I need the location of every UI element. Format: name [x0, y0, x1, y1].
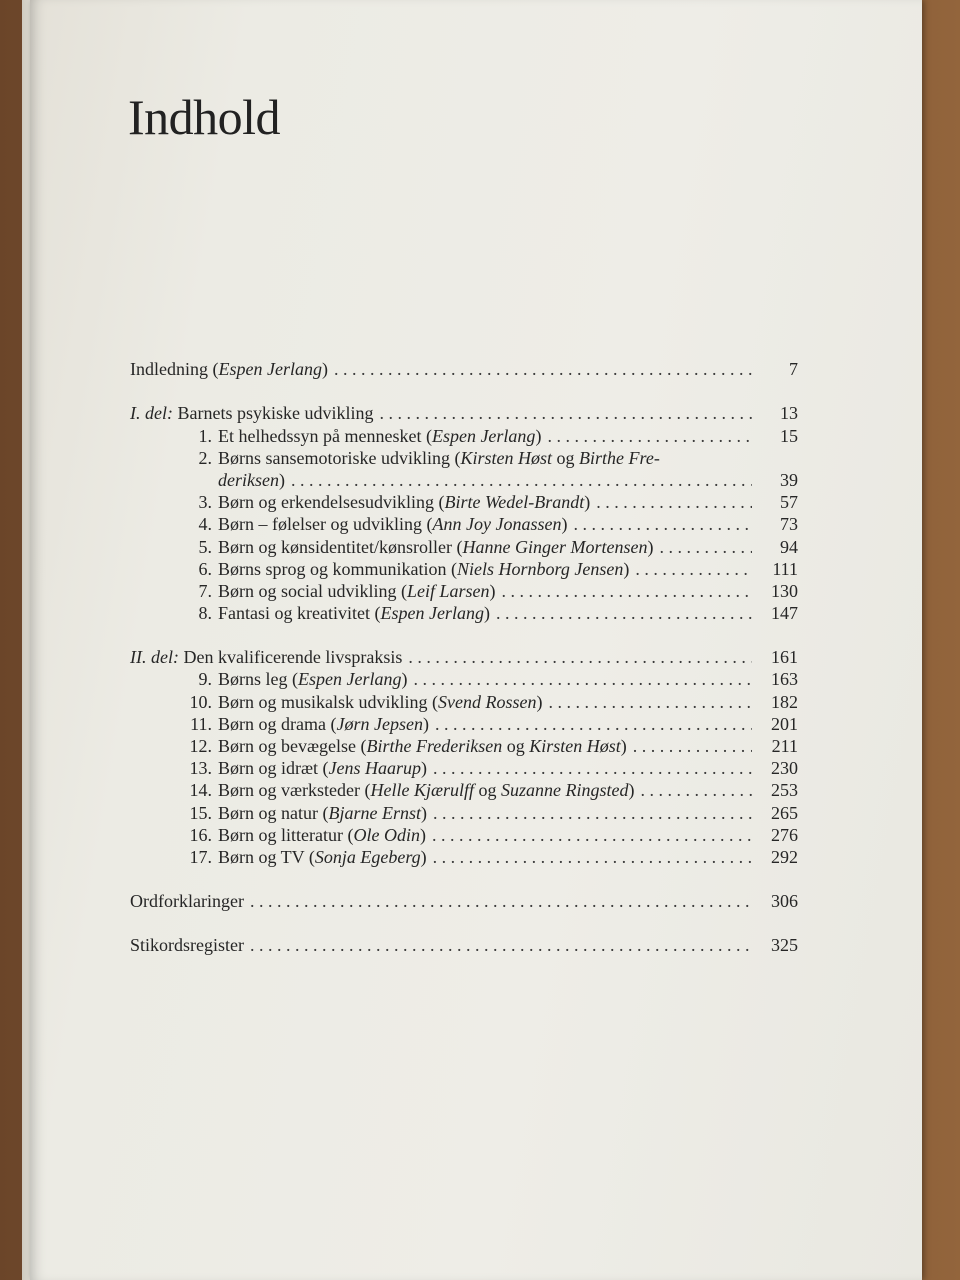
page-number: 161 — [771, 647, 798, 668]
entry-title: Børn og litteratur — [218, 824, 343, 845]
entry-title: Børn og TV — [218, 846, 305, 867]
entry-author: Espen Jerlang — [298, 669, 402, 690]
toc-part-2 — [130, 646, 798, 668]
table-of-contents — [130, 358, 798, 956]
toc-entry-index — [130, 934, 798, 956]
part-label: II. del: — [130, 647, 179, 668]
page-number: 111 — [772, 558, 798, 579]
toc-entry: 13. Børn og idræt (Jens Haarup) . . . 230 — [130, 757, 798, 779]
entry-author: Suzanne Ringsted — [500, 780, 629, 801]
part-label: I. del: — [130, 403, 173, 424]
entry-author: deriksen — [218, 469, 279, 490]
entry-author: Bjarne Ernst — [328, 802, 421, 823]
page-number: 182 — [771, 691, 798, 712]
toc-entry-intro: Indledning (Espen Jerlang) . . . 7 — [130, 358, 798, 380]
toc-entry: 4. Børn – følelser og udvikling (Ann Joy Jonassen) . . . 73 — [130, 513, 798, 535]
part-title: Barnets psykiske udvikling — [177, 403, 374, 424]
dot-leader — [291, 469, 752, 491]
entry-author: Hanne Ginger Mortensen — [462, 536, 648, 557]
page-number: 211 — [771, 736, 798, 756]
chapter-number: 7. — [198, 580, 212, 601]
toc-entry: 16. Børn og litteratur (Ole Odin) . . . 276 — [130, 824, 798, 846]
page-number: 163 — [771, 669, 798, 690]
page-number: 265 — [771, 802, 798, 823]
entry-title: Børn og idræt — [218, 758, 319, 779]
dot-leader — [640, 779, 752, 801]
part-title: Den kvalificerende livspraksis — [183, 647, 403, 668]
page-number: 57 — [780, 492, 798, 513]
entry-title: Stikordsregister — [130, 935, 244, 956]
entry-author: Espen Jerlang — [380, 603, 484, 624]
entry-title: Børn og musikalsk udvikling — [218, 691, 428, 712]
dot-leader — [379, 402, 752, 424]
entry-title: Børn og social udvikling — [218, 580, 397, 601]
entry-title: Børn og erkendelsesudvikling — [218, 492, 434, 513]
toc-entry: 3. Børn og erkendelsesudvikling (Birte Wedel-Brandt) . . . 57 — [130, 491, 798, 513]
entry-title: Børn og bevægelse — [218, 736, 356, 756]
dot-leader — [408, 646, 752, 668]
dot-leader — [433, 846, 752, 868]
dot-leader — [413, 668, 752, 690]
entry-title: Et helhedssyn på mennesket — [218, 425, 422, 446]
chapter-number: 11. — [190, 713, 212, 734]
entry-author: Birte Wedel-Brandt — [444, 492, 585, 513]
dot-leader — [596, 491, 752, 513]
entry-author: Kirsten Høst — [529, 736, 621, 756]
dot-leader — [250, 934, 752, 956]
chapter-number: 4. — [198, 514, 212, 535]
entry-title: Fantasi og kreativitet — [218, 603, 370, 624]
chapter-number: 8. — [198, 603, 212, 624]
entry-author: Espen Jerlang — [218, 359, 322, 380]
entry-author: Helle Kjærulff — [370, 780, 474, 801]
page-number: 13 — [780, 403, 798, 424]
page-number: 94 — [780, 536, 798, 557]
chapter-number: 15. — [189, 802, 212, 823]
entry-title: Børn og drama — [218, 713, 326, 734]
toc-part-1 — [130, 402, 798, 424]
toc-entry: 2. Børns sansemotoriske udvikling (Kirsten Høst og Birthe Fre- — [130, 447, 798, 469]
entry-title: Børns sansemotoriske udvikling — [218, 447, 450, 468]
entry-title: Børn og værksteder — [218, 780, 360, 801]
entry-author: Espen Jerlang — [431, 425, 536, 446]
entry-title: Børns leg — [218, 669, 288, 690]
toc-entry: 12. Børn og bevægelse (Birthe Frederiksen og Kirsten Høst) . . . 211 — [130, 735, 798, 757]
dot-leader — [334, 358, 752, 380]
dot-leader — [435, 713, 752, 735]
page-number: 306 — [771, 891, 798, 912]
page-number: 73 — [780, 514, 798, 535]
dot-leader — [547, 425, 752, 447]
toc-entry: 8. Fantasi og kreativitet (Espen Jerlang) . . . 147 — [130, 602, 798, 624]
entry-title: Indledning — [130, 359, 208, 380]
author-joiner: og — [506, 736, 525, 756]
dot-leader — [502, 580, 752, 602]
entry-author: Ann Joy Jonassen — [432, 514, 562, 535]
toc-entry: 10. Børn og musikalsk udvikling (Svend Rossen) . . . 182 — [130, 690, 798, 712]
chapter-number: 16. — [189, 824, 212, 845]
toc-entry: 14. Børn og værksteder (Helle Kjærulff og Suzanne Ringsted) . . . 253 — [130, 779, 798, 801]
dot-leader — [635, 558, 752, 580]
entry-author: Svend Rossen — [438, 691, 537, 712]
chapter-number: 5. — [198, 536, 212, 557]
dot-leader — [250, 890, 752, 912]
chapter-number: 10. — [189, 691, 212, 712]
toc-entry-glossary — [130, 890, 798, 912]
chapter-number: 9. — [198, 669, 212, 690]
entry-author: Jørn Jepsen — [336, 713, 423, 734]
page-number: 292 — [771, 846, 798, 867]
chapter-number: 14. — [189, 780, 212, 801]
entry-author: Ole Odin — [353, 824, 420, 845]
chapter-number: 3. — [198, 492, 212, 513]
toc-entry: 1. Et helhedssyn på mennesket (Espen Jerlang) . . . 15 — [130, 424, 798, 446]
dot-leader — [433, 757, 752, 779]
dot-leader — [549, 691, 753, 713]
chapter-number: 17. — [189, 846, 212, 867]
toc-entry-continuation: deriksen) . . . 39 — [130, 469, 798, 491]
entry-title: Ordforklaringer — [130, 891, 244, 912]
dot-leader — [432, 824, 752, 846]
entry-author: Kirsten Høst — [460, 447, 553, 468]
toc-entry: 11. Børn og drama (Jørn Jepsen) . . . 201 — [130, 713, 798, 735]
page-number: 325 — [771, 935, 798, 956]
toc-entry: 15. Børn og natur (Bjarne Ernst) . . . 265 — [130, 801, 798, 823]
chapter-number: 1. — [198, 425, 212, 446]
entry-title: Børn og natur — [218, 802, 318, 823]
page-number: 253 — [771, 780, 798, 801]
page-number: 147 — [771, 603, 798, 624]
entry-author: Niels Hornborg Jensen — [457, 558, 624, 579]
entry-author: Birthe Fre- — [579, 447, 660, 468]
page-number: 15 — [780, 425, 798, 446]
page-number: 130 — [771, 580, 798, 601]
chapter-number: 2. — [198, 447, 212, 468]
chapter-number: 12. — [189, 736, 212, 756]
entry-title: Børns sprog og kommunikation — [218, 558, 447, 579]
page-number: 230 — [771, 758, 798, 779]
dot-leader — [659, 536, 752, 558]
dot-leader — [496, 602, 752, 624]
entry-title: Børn – følelser og udvikling — [218, 514, 422, 535]
dot-leader — [573, 513, 752, 535]
entry-author: Sonja Egeberg — [314, 846, 421, 867]
toc-entry: 17. Børn og TV (Sonja Egeberg) . . . 292 — [130, 846, 798, 868]
page-number: 39 — [780, 469, 798, 490]
toc-entry: 7. Børn og social udvikling (Leif Larsen) . . . 130 — [130, 580, 798, 602]
entry-author: Jens Haarup — [328, 758, 422, 779]
toc-entry: 5. Børn og kønsidentitet/kønsroller (Hanne Ginger Mortensen) . . . 94 — [130, 535, 798, 557]
page-number: 201 — [771, 713, 798, 734]
page-number: 7 — [789, 359, 798, 380]
toc-entry: 6. Børns sprog og kommunikation (Niels Hornborg Jensen) . . . 111 — [130, 558, 798, 580]
entry-author: Birthe Frederiksen — [366, 736, 503, 756]
page-title: Indhold — [128, 89, 281, 145]
chapter-number: 13. — [189, 758, 212, 779]
author-joiner: og — [556, 447, 575, 468]
toc-entry: 9. Børns leg (Espen Jerlang) . . . 163 — [130, 668, 798, 690]
dot-leader — [433, 802, 752, 824]
entry-author: Leif Larsen — [407, 580, 490, 601]
chapter-number: 6. — [198, 558, 212, 579]
page-number: 276 — [771, 824, 798, 845]
author-joiner: og — [478, 780, 497, 801]
entry-title: Børn og kønsidentitet/kønsroller — [218, 536, 452, 557]
dot-leader — [633, 735, 752, 757]
